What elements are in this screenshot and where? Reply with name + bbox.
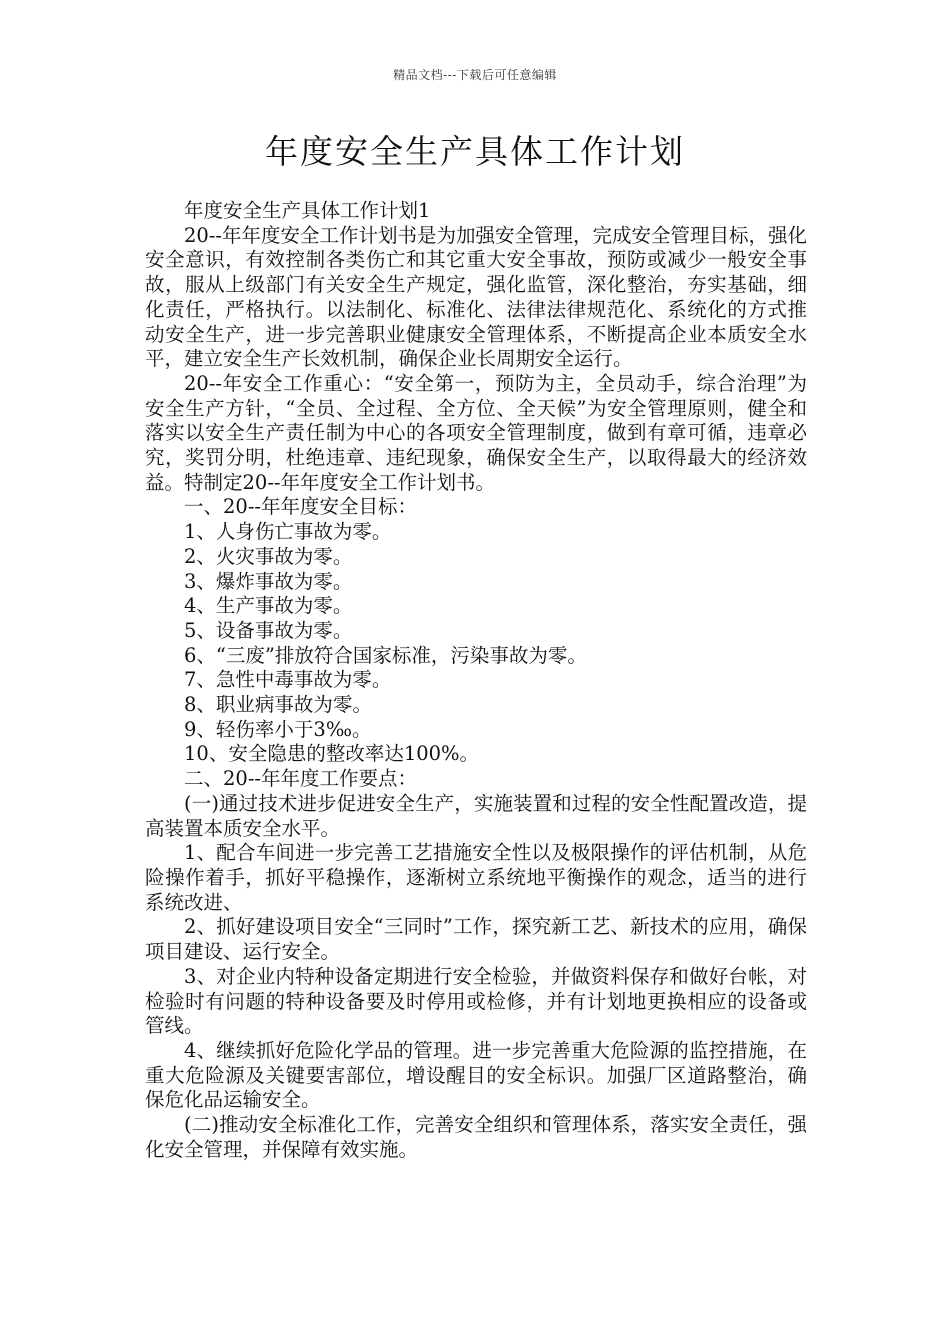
paragraph-focus: 20--年安全工作重心：“安全第一，预防为主，全员动手，综合治理”为安全生产方针，“全员、全过程、全方位、全天候”为安全管理原则，健全和落实以安全生产责任制为中心的各项安全管理制度，做到有章可循，违章必究，奖罚分明，杜绝违章、违纪现象，确保安全生产，以取得最大的经济效益。特制定20--年年度安全工作计划书。 xyxy=(145,371,807,494)
target-item: 8、职业病事故为零。 xyxy=(184,693,372,717)
document-body xyxy=(145,199,807,1162)
target-item: 3、爆炸事故为零。 xyxy=(184,569,353,593)
target-item: 5、设备事故为零。 xyxy=(184,618,353,642)
target-item: 7、急性中毒事故为零。 xyxy=(184,668,392,692)
document-title: 年度安全生产具体工作计划 xyxy=(265,132,685,171)
work-point-item: 4、继续抓好危险化学品的管理。进一步完善重大危险源的监控措施，在重大危险源及关键要害部位，增设醒目的安全标识。加强厂区道路整治，确保危化品运输安全。 xyxy=(145,1038,807,1112)
target-item: 10、安全隐患的整改率达100%。 xyxy=(184,742,480,766)
work-point-item: 3、对企业内特种设备定期进行安全检验，并做资料保存和做好台帐，对检验时有问题的特种设备要及时停用或检修，并有计划地更换相应的设备或管线。 xyxy=(145,964,807,1038)
heading-annual-targets: 一、20--年年度安全目标： xyxy=(184,495,417,519)
paragraph-intro: 20--年年度安全工作计划书是为加强安全管理，完成安全管理目标，强化安全意识，有效控制各类伤亡和其它重大安全事故，预防或减少一般安全事故，服从上级部门有关安全生产规定，强化监管，深化整治，夯实基础，细化责任，严格执行。以法制化、标准化、法律法律规范化、系统化的方式推动安全生产，进一步完善职业健康安全管理体系，不断提高企业本质安全水平，建立安全生产长效机制，确保企业长周期安全运行。 xyxy=(145,223,807,371)
heading-work-points: 二、20--年年度工作要点： xyxy=(184,767,417,791)
target-item: 2、火灾事故为零。 xyxy=(184,544,353,568)
work-point-item: 1、配合车间进一步完善工艺措施安全性以及极限操作的评估机制，从危险操作着手，抓好平稳操作，逐渐树立系统地平衡操作的观念，适当的进行系统改进、 xyxy=(145,841,807,914)
work-point-item: 2、抓好建设项目安全“三同时”工作，探究新工艺、新技术的应用，确保项目建设、运行安全。 xyxy=(145,915,807,964)
work-point-subheading: (一)通过技术进步促进安全生产，实施装置和过程的安全性配置改造，提高装置本质安全水平。 xyxy=(145,791,807,840)
target-item: 9、轻伤率小于3‰。 xyxy=(184,717,372,741)
target-item: 4、生产事故为零。 xyxy=(184,594,353,618)
work-point-subheading: (二)推动安全标准化工作，完善安全组织和管理体系，落实安全责任，强化安全管理，并保障有效实施。 xyxy=(145,1113,807,1161)
target-item: 6、“三废”排放符合国家标准，污染事故为零。 xyxy=(184,643,587,667)
page-header-note: 精品文档---下载后可任意编辑 xyxy=(393,68,557,82)
paragraph-section-title: 年度安全生产具体工作计划1 xyxy=(184,199,431,222)
target-item: 1、人身伤亡事故为零。 xyxy=(184,520,392,544)
